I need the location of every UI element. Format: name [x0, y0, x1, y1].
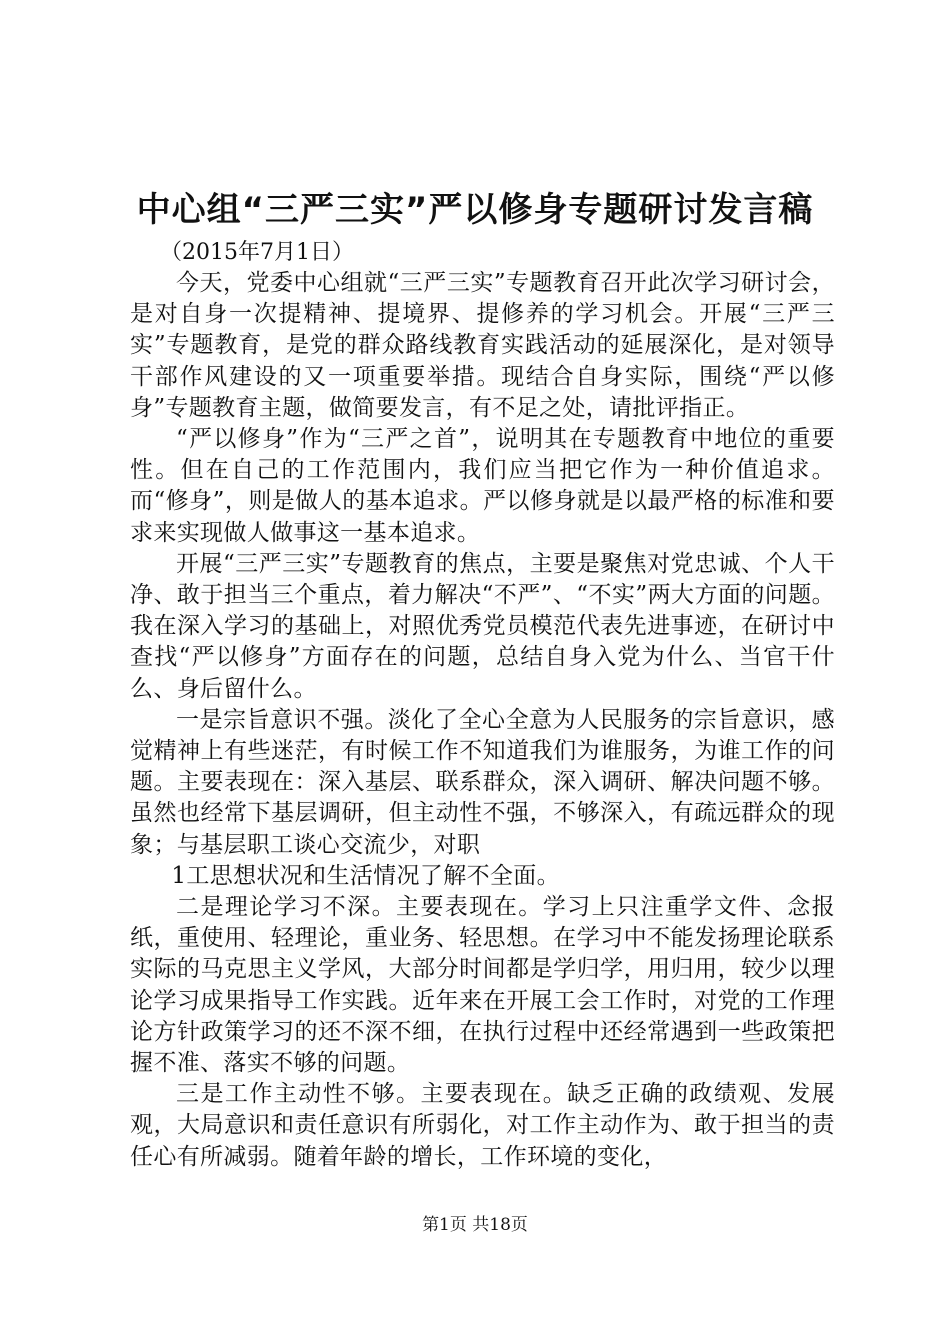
paragraph-issue-three: 三是工作主动性不够。主要表现在。缺乏正确的政绩观、发展观，大局意识和责任意识有所弱化，对工作主动作为、敢于担当的责任心有所减弱。随着年龄的增长，工作环境的变化，	[130, 1081, 835, 1170]
paragraph-issue-one-continued: 1工思想状况和生活情况了解不全面。	[171, 862, 560, 889]
document-date: （2015年7月1日）	[160, 240, 354, 265]
document-title: 中心组“三严三实”严以修身专题研讨发言稿	[136, 190, 814, 230]
page-number: 第1页 共18页	[422, 1215, 528, 1235]
paragraph-self-cultivation: “严以修身”作为“三严之首”，说明其在专题教育中地位的重要性。但在自己的工作范围内，我们应当把它作为一种价值追求。而“修身”，则是做人的基本追求。严以修身就是以最严格的标准和要求来实现做人做事这一基本追求。	[130, 426, 835, 546]
document-body	[130, 268, 835, 1173]
paragraph-issue-two: 二是理论学习不深。主要表现在。学习上只注重学文件、念报纸，重使用、轻理论，重业务、轻思想。在学习中不能发扬理论联系实际的马克思主义学风，大部分时间都是学归学，用归用，较少以理论学习成果指导工作实践。近年来在开展工会工作时，对党的工作理论方针政策学习的还不深不细，在执行过程中还经常遇到一些政策把握不准、落实不够的问题。	[130, 894, 835, 1077]
paragraph-issue-one: 一是宗旨意识不强。淡化了全心全意为人民服务的宗旨意识，感觉精神上有些迷茫，有时候工作不知道我们为谁服务，为谁工作的问题。主要表现在：深入基层、联系群众，深入调研、解决问题不够。虽然也经常下基层调研，但主动性不强，不够深入，有疏远群众的现象；与基层职工谈心交流少，对职	[130, 706, 835, 858]
paragraph-intro: 今天，党委中心组就“三严三实”专题教育召开此次学习研讨会，是对自身一次提精神、提境界、提修养的学习机会。开展“三严三实”专题教育，是党的群众路线教育实践活动的延展深化，是对领导干部作风建设的又一项重要举措。现结合自身实际，围绕“严以修身”专题教育主题，做简要发言，有不足之处，请批评指正。	[130, 270, 835, 421]
paragraph-focus: 开展“三严三实”专题教育的焦点，主要是聚焦对党忠诚、个人干净、敢于担当三个重点，着力解决“不严”、“不实”两大方面的问题。我在深入学习的基础上，对照优秀党员模范代表先进事迹，在研讨中查找“严以修身”方面存在的问题，总结自身入党为什么、当官干什么、身后留什么。	[130, 550, 835, 702]
